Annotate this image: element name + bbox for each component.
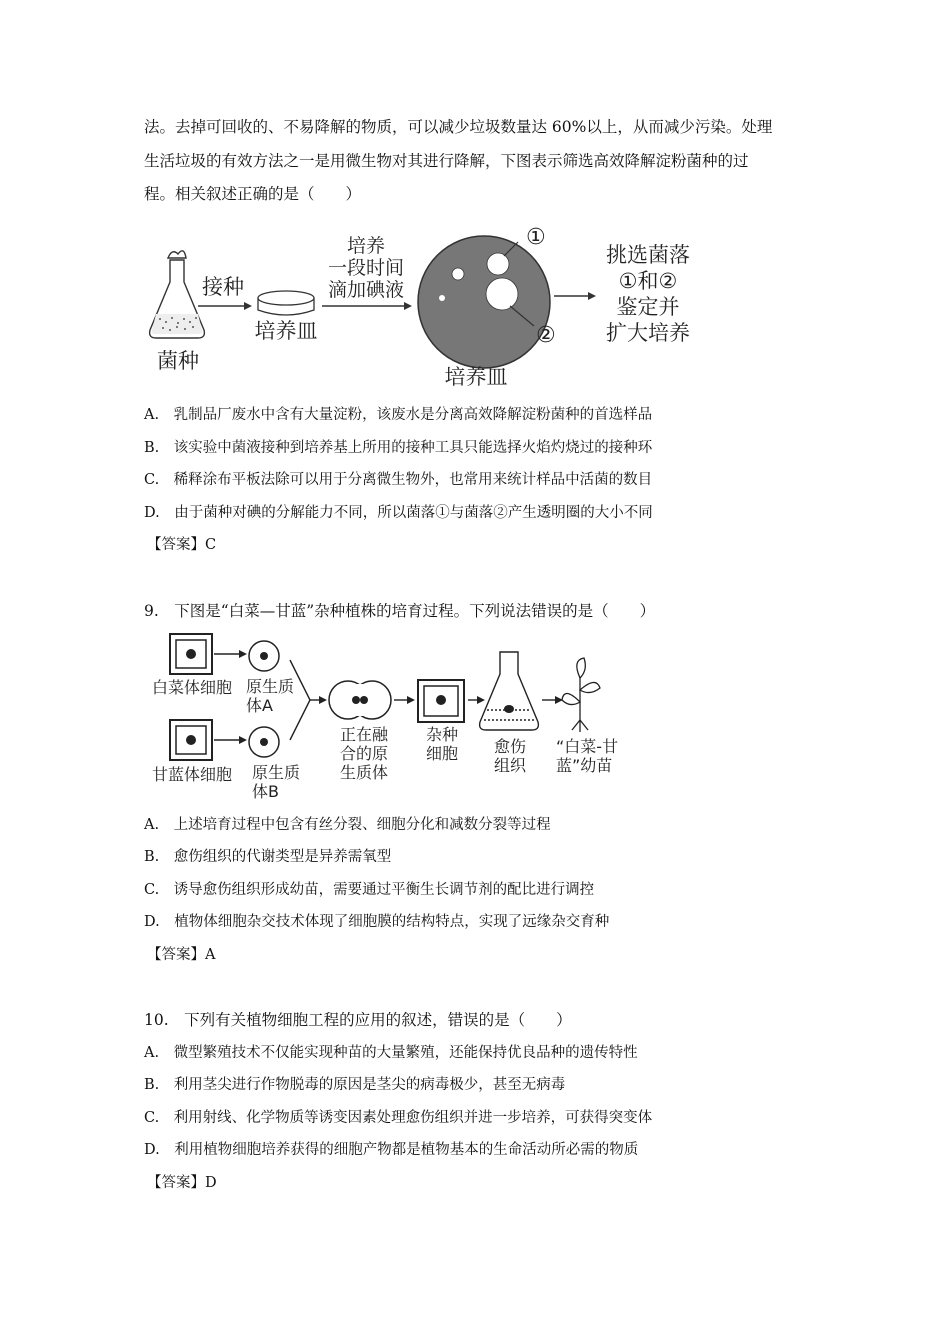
merge-bracket	[290, 660, 310, 740]
seedling-label-line-2: 蓝”幼苗	[556, 756, 613, 775]
hybrid-label-line-2: 细胞	[426, 744, 459, 763]
callus-label-line-2: 组织	[494, 756, 527, 775]
flask-icon	[150, 251, 205, 338]
protoplast-a-label-line-1: 原生质	[246, 677, 295, 696]
q8-text-line-3: 程。相关叙述正确的是（ ）	[144, 185, 362, 203]
q8-answer: 【答案】C	[147, 537, 217, 553]
petri-dish-icon	[258, 291, 314, 315]
cabbage-cell-label: 白菜体细胞	[151, 678, 233, 697]
q8-option-b: B. 该实验中菌液接种到培养基上所用的接种工具只能选择火焰灼烧过的接种环	[144, 440, 653, 456]
result-label-line-4: 扩大培养	[606, 321, 690, 345]
arrow2-label-line-1: 培养	[346, 235, 386, 257]
q9-answer: 【答案】A	[147, 947, 216, 963]
dish-label: 培养皿	[254, 319, 318, 343]
fusing-label-line-2: 合的原	[340, 744, 389, 763]
result-label-line-3: 鉴定并	[616, 295, 680, 319]
q8-diagram	[140, 218, 720, 390]
q8-option-a: A. 乳制品厂废水中含有大量淀粉，该废水是分离高效降解淀粉菌种的首选样品	[144, 407, 653, 423]
result-label-line-1: 挑选菌落	[606, 243, 690, 267]
q10-option-d: D. 利用植物细胞培养获得的细胞产物都是植物基本的生命活动所必需的物质	[144, 1142, 639, 1158]
arrow2-label-line-3: 滴加碘液	[327, 279, 405, 301]
colony-1	[487, 253, 509, 275]
kale-cell-icon	[170, 720, 212, 760]
protoplast-b-icon	[249, 727, 279, 757]
fusing-label-line-3: 生质体	[340, 763, 389, 782]
cabbage-cell-icon	[170, 634, 212, 674]
colony-small-1	[452, 268, 464, 280]
flask-label: 菌种	[157, 349, 199, 373]
q10-option-c: C. 利用射线、化学物质等诱变因素处理愈伤组织并进一步培养，可获得突变体	[144, 1110, 653, 1126]
large-dish-label: 培养皿	[444, 365, 508, 389]
q9-option-a: A. 上述培育过程中包含有丝分裂、细胞分化和减数分裂等过程	[144, 817, 551, 833]
hybrid-label-line-1: 杂种	[426, 725, 459, 744]
q9-option-c: C. 诱导愈伤组织形成幼苗，需要通过平衡生长调节剂的配比进行调控	[144, 882, 595, 898]
q10-option-b: B. 利用茎尖进行作物脱毒的原因是茎尖的病毒极少，甚至无病毒	[144, 1077, 566, 1093]
callus-label-line-1: 愈伤	[494, 737, 527, 756]
q9-option-d: D. 植物体细胞杂交技术体现了细胞膜的结构特点，实现了远缘杂交育种	[144, 914, 610, 930]
colony-2-label: ②	[536, 323, 556, 348]
protoplast-b-label-line-1: 原生质	[252, 763, 301, 782]
q8-text-line-2: 生活垃圾的有效方法之一是用微生物对其进行降解，下图表示筛选高效降解淀粉菌种的过	[144, 152, 749, 170]
kale-cell-label: 甘蓝体细胞	[151, 765, 233, 784]
seedling-icon	[562, 658, 600, 732]
fusing-label-line-1: 正在融	[340, 725, 389, 744]
protoplast-a-label-line-2: 体A	[246, 696, 273, 715]
hybrid-cell-icon	[418, 680, 464, 722]
q10-option-a: A. 微型繁殖技术不仅能实现种苗的大量繁殖，还能保持优良品种的遗传特性	[144, 1045, 638, 1061]
q9-diagram	[144, 630, 664, 800]
q10-stem: 10. 下列有关植物细胞工程的应用的叙述，错误的是（ ）	[144, 1011, 572, 1029]
large-petri-dish	[418, 236, 550, 368]
q10-answer: 【答案】D	[147, 1175, 217, 1191]
protoplast-b-label-line-2: 体B	[252, 782, 279, 800]
colony-small-2	[439, 295, 445, 301]
colony-2	[486, 278, 518, 310]
arrow1-label: 接种	[202, 275, 244, 299]
q8-option-d: D. 由于菌种对碘的分解能力不同，所以菌落①与菌落②产生透明圈的大小不同	[144, 505, 653, 521]
fusing-protoplasts-icon	[329, 681, 391, 719]
protoplast-a-icon	[249, 641, 279, 671]
q9-option-b: B. 愈伤组织的代谢类型是异养需氧型	[144, 849, 392, 865]
arrow2-label-line-2: 一段时间	[327, 257, 405, 279]
q8-option-c: C. 稀释涂布平板法除可以用于分离微生物外，也常用来统计样品中活菌的数目	[144, 472, 653, 488]
q9-stem: 9. 下图是“白菜—甘蓝”杂种植株的培育过程。下列说法错误的是（ ）	[144, 602, 656, 620]
result-label-line-2: ①和②	[618, 269, 678, 293]
q8-text-line-1: 法。去掉可回收的、不易降解的物质，可以减少垃圾数量达 60%以上，从而减少污染。处理	[144, 118, 773, 136]
culture-flask-icon	[480, 652, 539, 730]
seedling-label-line-1: “白菜-甘	[556, 737, 619, 756]
colony-1-label: ①	[526, 225, 546, 250]
